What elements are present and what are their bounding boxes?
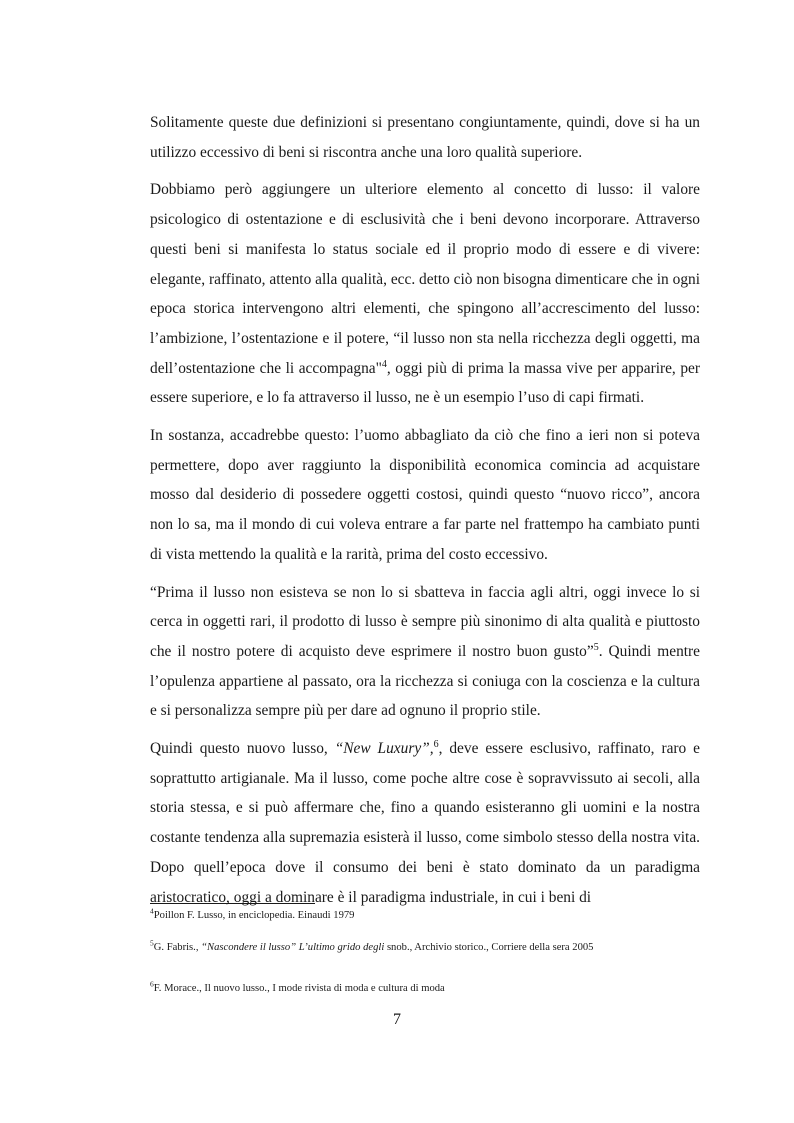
paragraph-5-italic: “New Luxury”, [334,740,434,758]
footnote-4-text: Poillon F. Lusso, in enciclopedia. Einaudi 1979 [153,910,355,921]
footnote-separator [150,903,315,904]
paragraph-1 [150,108,700,167]
paragraph-2 [150,175,700,413]
footnote-5 [150,938,594,955]
footnote-5-text-a: G. Fabris., [153,942,202,953]
paragraph-5-text-a: Quindi questo nuovo lusso, [150,740,335,758]
footnote-4 [150,906,355,923]
footnote-ref-4[interactable]: 4 [381,358,387,370]
footnote-5-text-b: snob., Archivio storico., Corriere della sera 2005 [386,942,594,953]
footnote-6-number: 6 [150,979,154,989]
footnote-4-number: 4 [150,906,154,916]
paragraph-1-text: Solitamente queste due definizioni si presentano congiuntamente, quindi, dove si ha un utilizzo eccessivo di beni si riscontra anche una loro qualità superiore. [150,114,700,161]
footnote-5-italic: “Nascondere il lusso” L’ultimo grido degli [201,942,387,953]
paragraph-4-text-b: . Quindi mentre l’opulenza appartiene al passato, ora la ricchezza si coniuga con la coscienza e la cultura e si personalizza sempre più per dare ad ognuno il proprio stile. [150,642,700,720]
page-number: 7 [393,1011,401,1028]
paragraph-2-text-a: Dobbiamo però aggiungere un ulteriore elemento al concetto di lusso: il valore psicologico di ostentazione e di esclusività che i beni devono incorporare. Attraverso questi beni si manifesta lo status sociale ed il proprio modo di essere e di vivere: elegante, raffinato, attento alla qualità, ecc. detto ciò non bisogna dimenticare che in ogni epoca storica intervengono altri elementi, che spingono all’accrescimento del lusso: l’ambizione, l’ostentazione e il potere, “il lusso non sta nella ricchezza degli oggetti, ma dell’ostentazione che li accompagna" [150,181,700,377]
paragraph-4 [150,578,700,727]
paragraph-5 [150,734,700,912]
paragraph-5-text-b: , deve essere esclusivo, raffinato, raro e soprattutto artigianale. Ma il lusso, come poche altre cose è sopravvissuto ai secoli, alla storia stessa, e si può affermare che, fino a quando esisteranno gli uomini e la nostra costante tendenza alla supremazia esisterà il lusso, come simbolo stesso della nostra vita. Dopo quell’epoca dove il consumo dei beni è stato dominato da un paradigma aristocratico, oggi a dominare è il paradigma industriale, in cui i beni di [150,740,701,906]
footnote-6 [150,979,445,996]
paragraph-3-text: In sostanza, accadrebbe questo: l’uomo abbagliato da ciò che fino a ieri non si poteva permettere, dopo aver raggiunto la disponibilità economica comincia ad acquistare mosso dal desiderio di possedere oggetti costosi, quindi questo “nuovo ricco”, ancora non lo sa, ma il mondo di cui voleva entrare a far parte nel frattempo ha cambiato punti di vista mettendo la qualità e la rarità, prima del costo eccessivo. [150,427,700,563]
footnote-5-number: 5 [150,938,154,948]
page-body [150,108,700,920]
footnote-ref-5[interactable]: 5 [593,641,599,653]
paragraph-3 [150,421,700,570]
footnote-ref-6[interactable]: 6 [433,738,439,750]
footnote-6-text: F. Morace., Il nuovo lusso., I mode rivista di moda e cultura di moda [153,983,445,994]
paragraph-2-text-b: , oggi più di prima la massa vive per apparire, per essere superiore, e lo fa attraverso il lusso, ne è un esempio l’uso di capi firmati. [150,359,700,407]
paragraph-4-text-a: “Prima il lusso non esisteva se non lo si sbatteva in faccia agli altri, oggi invece lo si cerca in oggetti rari, il prodotto di lusso è sempre più sinonimo di alta qualità e piuttosto che il nostro potere di acquisto deve esprimere il nostro buon gusto” [150,583,700,660]
